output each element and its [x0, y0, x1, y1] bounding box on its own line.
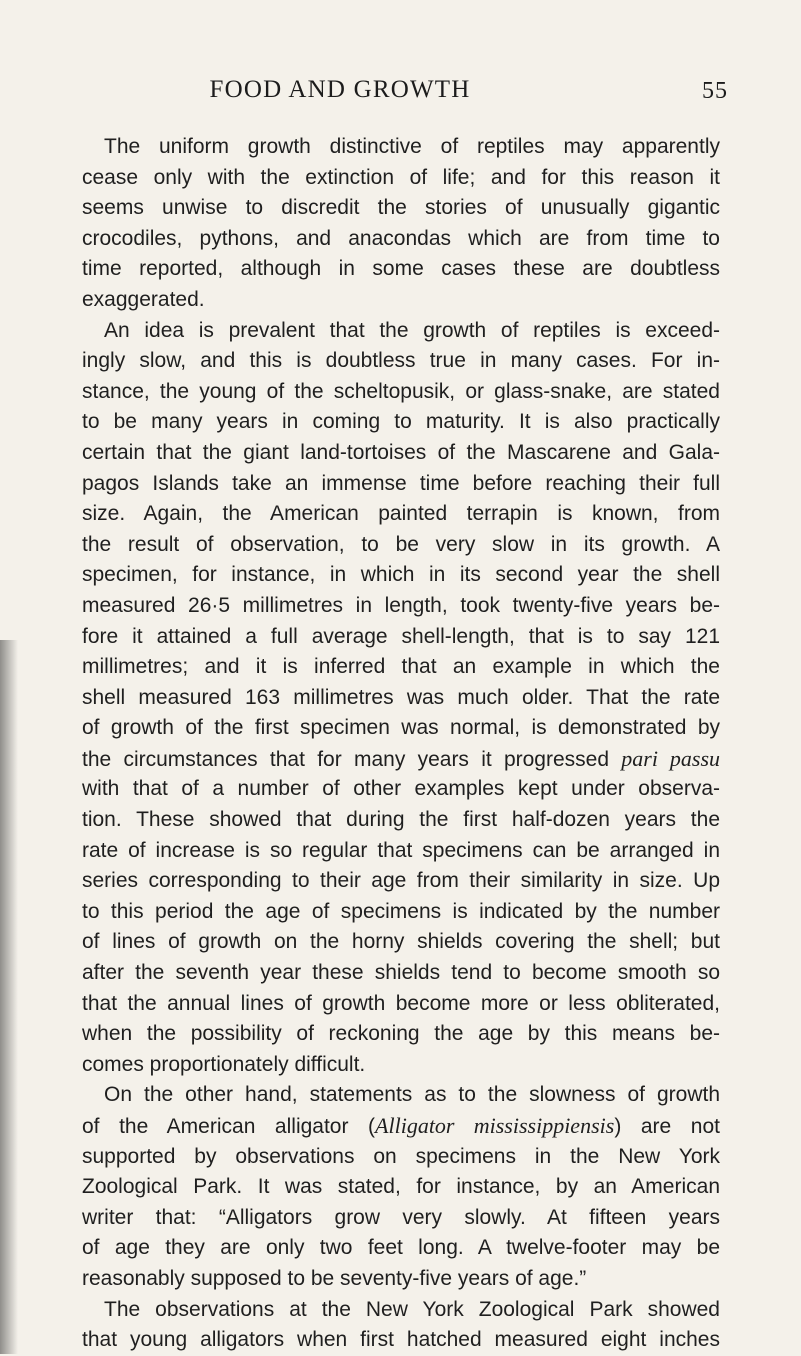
- text-line: size. Again, the American painted terrapin is known, from: [82, 502, 720, 526]
- text-line: time reported, although in some cases these are doubtless: [82, 257, 720, 281]
- text-line: millimetres; and it is inferred that an example in which the: [82, 655, 720, 679]
- text-segment: of the American alligator (: [82, 1115, 376, 1138]
- text-line: fore it attained a full average shell-length, that is to say 121: [82, 624, 720, 648]
- text-line: ingly slow, and this is doubtless true in many cases. For in-: [82, 349, 720, 373]
- text-line: cease only with the extinction of life; and for this reason it: [82, 165, 720, 189]
- italic-term: pari passu: [621, 745, 721, 771]
- text-segment: ) are not: [614, 1115, 720, 1138]
- text-line: series corresponding to their age from their similarity in size. Up: [82, 869, 720, 893]
- text-line: tion. These showed that during the first half-dozen years the: [82, 808, 720, 832]
- body-text: [82, 132, 720, 1356]
- text-line: Zoological Park. It was stated, for instance, by an American: [82, 1175, 720, 1199]
- text-line: with that of a number of other examples kept under observa-: [82, 777, 720, 801]
- text-line: reasonably supposed to be seventy-five years of age.”: [82, 1266, 587, 1290]
- text-line: exaggerated.: [82, 287, 205, 311]
- text-line: The observations at the New York Zoological Park showed: [104, 1297, 720, 1321]
- running-head: FOOD AND GROWTH: [209, 76, 471, 103]
- text-line: comes proportionately difficult.: [82, 1052, 366, 1076]
- text-line: after the seventh year these shields tend to become smooth so: [82, 961, 720, 985]
- page-header: [0, 76, 801, 116]
- text-line: of age they are only two feet long. A twelve-footer may be: [82, 1236, 720, 1260]
- italic-term: Alligator mississippiensis: [375, 1113, 615, 1138]
- text-line: measured 26·5 millimetres in length, took twenty-five years be-: [82, 593, 720, 617]
- text-line: [82, 744, 720, 775]
- text-line: that the annual lines of growth become more or less obliterated,: [82, 991, 720, 1015]
- text-line: On the other hand, statements as to the slowness of growth: [104, 1083, 720, 1107]
- text-line: crocodiles, pythons, and anacondas which are from time to: [82, 226, 720, 250]
- text-line: of growth of the first specimen was normal, is demonstrated by: [82, 716, 720, 740]
- text-line: to be many years in coming to maturity. It is also practically: [82, 410, 720, 434]
- text-line: stance, the young of the scheltopusik, or glass-snake, are stated: [82, 379, 720, 403]
- text-line: seems unwise to discredit the stories of unusually gigantic: [82, 196, 720, 220]
- text-line: that young alligators when first hatched measured eight inches: [82, 1328, 720, 1352]
- text-line: rate of increase is so regular that specimens can be arranged in: [82, 838, 720, 862]
- text-line: certain that the giant land-tortoises of the Mascarene and Gala-: [82, 440, 720, 464]
- text-line: [82, 1111, 720, 1142]
- text-line: pagos Islands take an immense time before reaching their full: [82, 471, 720, 495]
- text-line: specimen, for instance, in which in its second year the shell: [82, 563, 720, 587]
- text-line: of lines of growth on the horny shields covering the shell; but: [82, 930, 720, 954]
- text-line: supported by observations on specimens in the New York: [82, 1144, 720, 1168]
- text-line: when the possibility of reckoning the age by this means be-: [82, 1022, 720, 1046]
- spine-shadow: [0, 640, 18, 1354]
- text-line: An idea is prevalent that the growth of reptiles is exceed-: [104, 318, 720, 342]
- page-number: 55: [702, 78, 728, 104]
- text-line: writer that: “Alligators grow very slowly. At fifteen years: [82, 1205, 720, 1229]
- text-line: to this period the age of specimens is indicated by the number: [82, 899, 720, 923]
- text-line: shell measured 163 millimetres was much older. That the rate: [82, 685, 720, 709]
- text-segment: the circumstances that for many years it progressed: [82, 747, 622, 771]
- text-line: The uniform growth distinctive of reptiles may apparently: [104, 135, 720, 158]
- text-line: the result of observation, to be very slow in its growth. A: [82, 532, 720, 556]
